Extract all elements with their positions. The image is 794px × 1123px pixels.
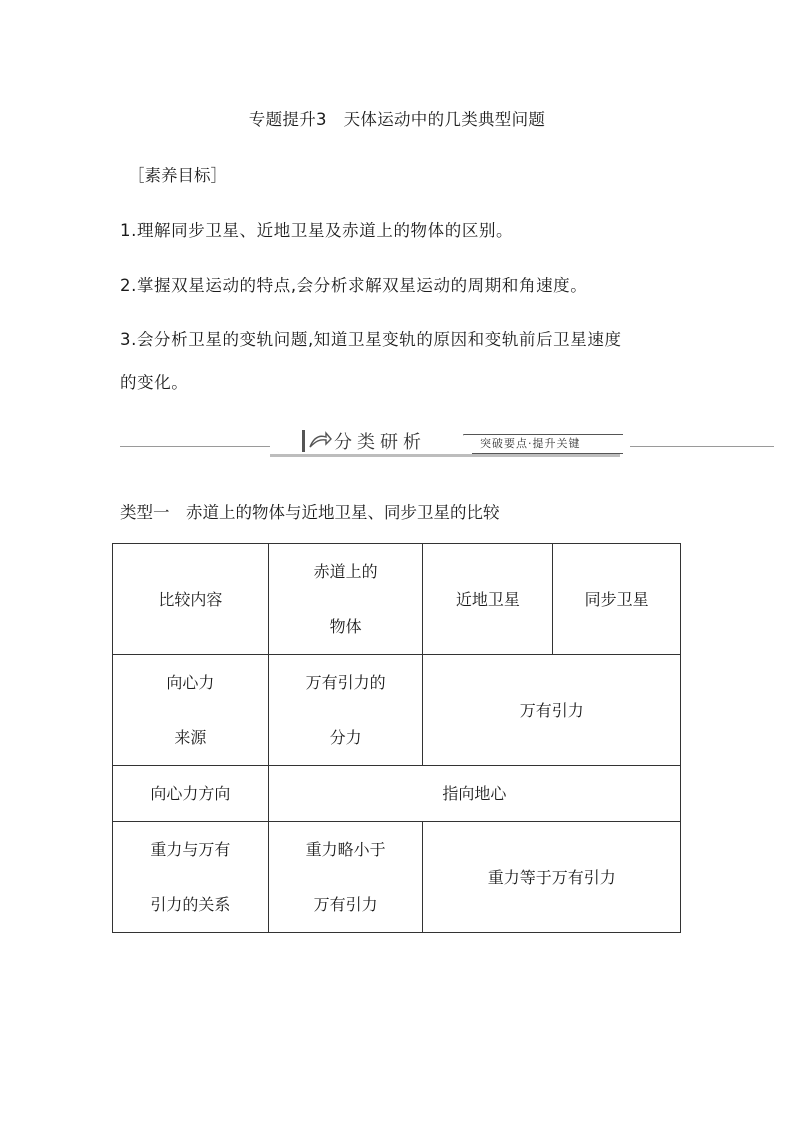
gravity-label-line1: 重力与万有 (150, 840, 231, 859)
goals-heading: ［素养目标］ (128, 166, 227, 185)
goal-item-1: 1.理解同步卫星、近地卫星及赤道上的物体的区别。 (120, 221, 514, 240)
header-cell-compare: 比较内容 (113, 544, 269, 655)
banner-rule-right (630, 446, 774, 447)
goal-item-2: 2.掌握双星运动的特点,会分析求解双星运动的周期和角速度。 (120, 276, 588, 295)
force-source-equator (268, 655, 423, 766)
table-row (113, 822, 681, 933)
page-title: 专题提升3 天体运动中的几类典型问题 (248, 110, 546, 129)
banner-tag: 突破要点·提升关键 (463, 434, 623, 454)
header-equator-line1: 赤道上的 (313, 562, 378, 581)
table-row (113, 766, 681, 822)
header-equator-line2: 物体 (329, 617, 362, 636)
banner-rule-left (120, 446, 270, 447)
banner-main-text: 分类研析 (334, 432, 426, 453)
force-source-equator-line2: 分力 (329, 728, 362, 747)
force-source-equator-line1: 万有引力的 (305, 673, 386, 692)
table-row (113, 655, 681, 766)
row-label-gravity-relation (113, 822, 269, 933)
force-source-label-line1: 向心力 (166, 673, 215, 692)
header-cell-equator (268, 544, 423, 655)
table-row (113, 544, 681, 655)
force-direction-all: 指向地心 (268, 766, 680, 822)
banner-bar (302, 430, 305, 452)
gravity-satellites: 重力等于万有引力 (423, 822, 681, 933)
force-source-satellites: 万有引力 (423, 655, 681, 766)
banner-tag-underline (472, 453, 622, 454)
header-cell-near-earth: 近地卫星 (423, 544, 553, 655)
gravity-equator-line2: 万有引力 (313, 895, 378, 914)
section-banner (120, 424, 774, 464)
row-label-force-source (113, 655, 269, 766)
goal-item-3-continued: 的变化。 (120, 373, 189, 392)
gravity-label-line2: 引力的关系 (150, 895, 231, 914)
gravity-equator (268, 822, 423, 933)
row-label-force-direction: 向心力方向 (113, 766, 269, 822)
curved-arrow-icon (308, 431, 332, 451)
force-source-label-line2: 来源 (174, 728, 207, 747)
section-title: 类型一 赤道上的物体与近地卫星、同步卫星的比较 (120, 503, 500, 522)
goal-item-3: 3.会分析卫星的变轨问题,知道卫星变轨的原因和变轨前后卫星速度 (120, 330, 622, 349)
banner-underline (270, 454, 620, 457)
header-cell-geosync: 同步卫星 (553, 544, 681, 655)
comparison-table (112, 543, 681, 933)
gravity-equator-line1: 重力略小于 (305, 840, 386, 859)
